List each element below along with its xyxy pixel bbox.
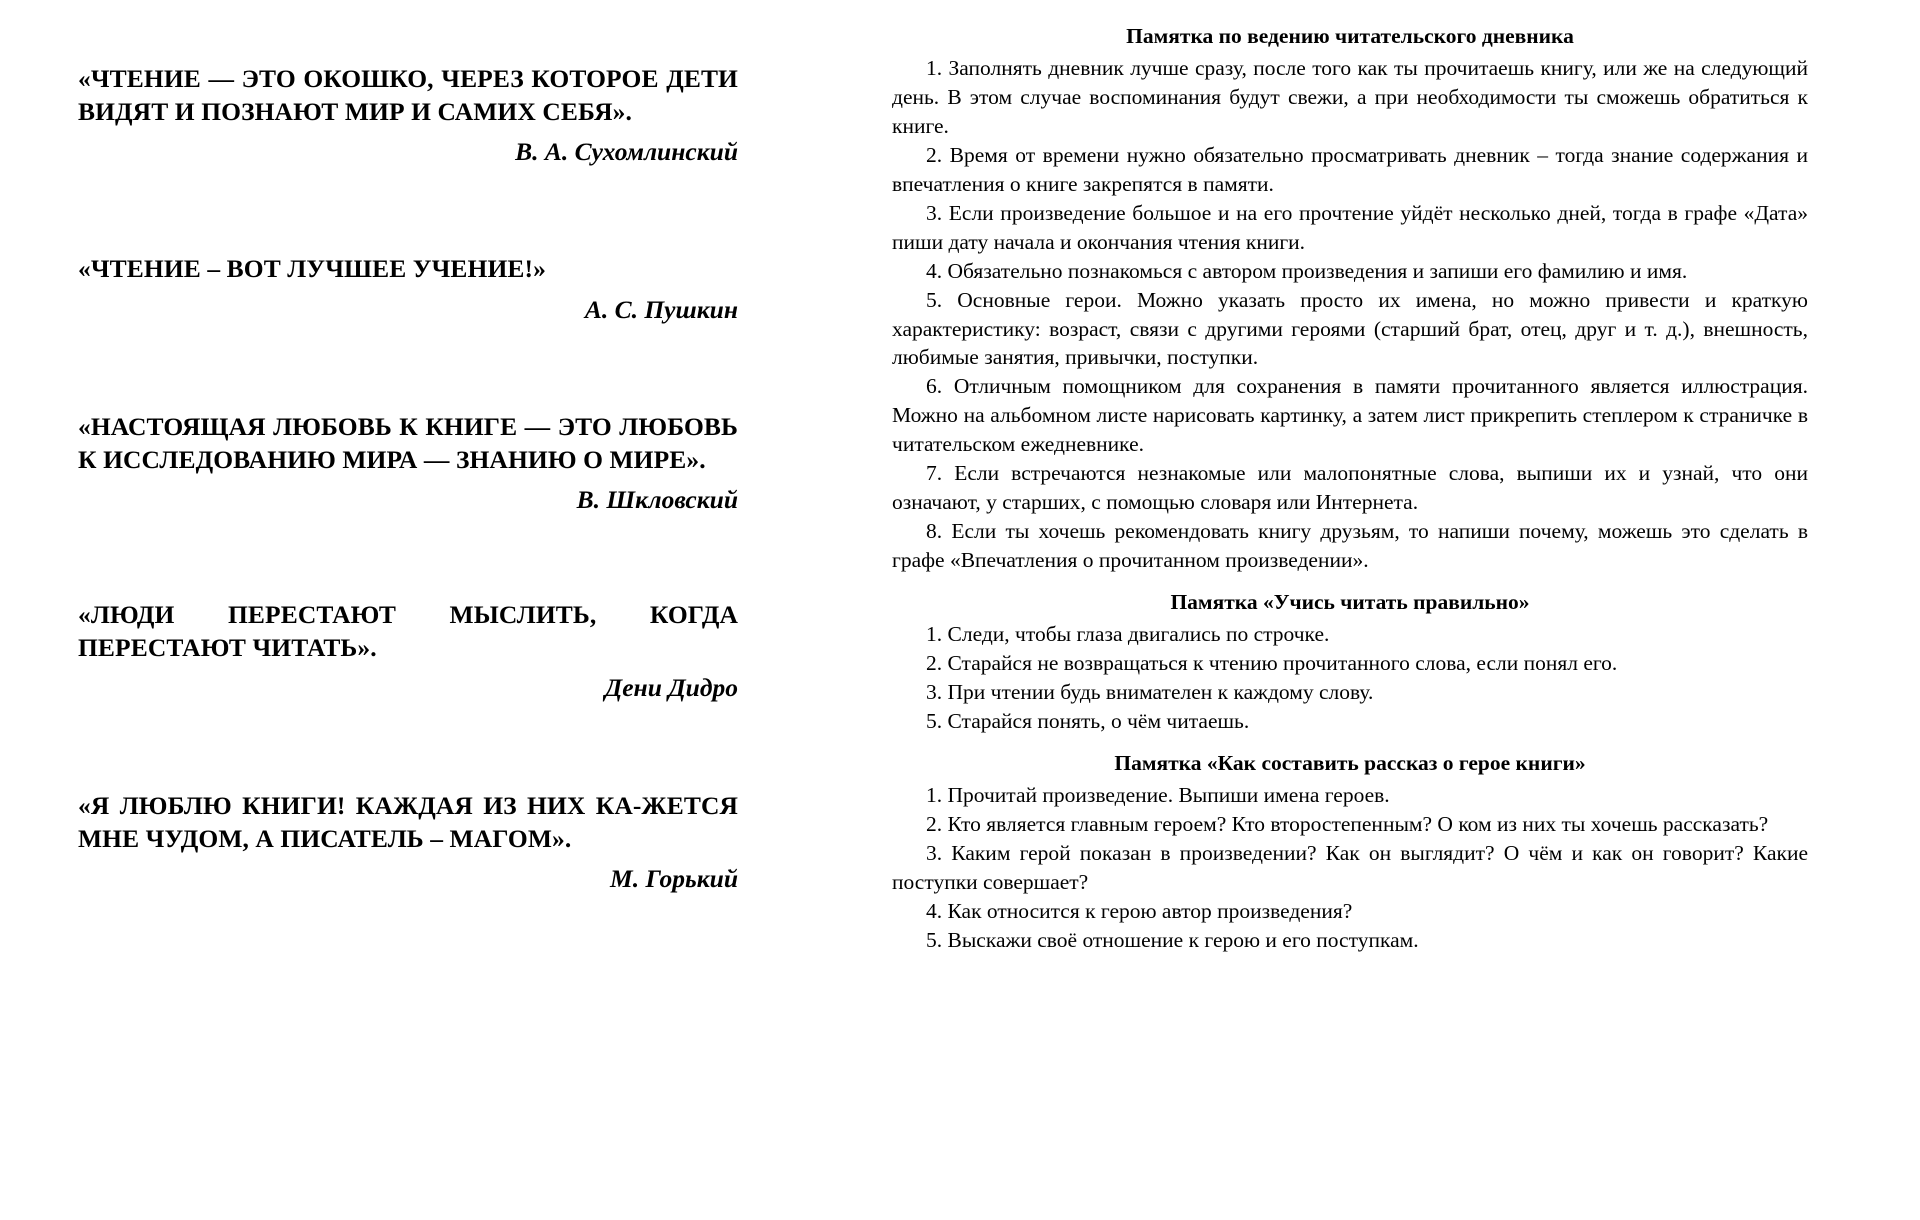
quotes-column [0, 0, 800, 1220]
quote-text: «ЛЮДИ ПЕРЕСТАЮТ МЫСЛИТЬ, КОГДА ПЕРЕСТАЮТ ЧИТАТЬ». [78, 600, 738, 663]
quote-author: Дени Дидро [604, 673, 738, 703]
quote-author: В. А. Сухомлинский [515, 137, 738, 167]
memo-item: 3. При чтении будь внимателен к каждому слову. [926, 679, 1374, 704]
memo-item: 5. Основные герои. Можно указать просто их имена, но можно привести и краткую характеристику: возраст, связи с другими героями (старший брат, отец, друг и т. д.), внешность, любимые занятия, привычки, поступки. [892, 287, 1808, 370]
memo-item: 4. Обязательно познакомься с автором произведения и запиши его фамилию и имя. [926, 258, 1688, 283]
memo-item: 5. Выскажи своё отношение к герою и его поступкам. [926, 927, 1419, 952]
memo-heading-hero-story: Памятка «Как составить рассказ о герое книги» [1114, 750, 1586, 775]
quote-block [78, 252, 738, 325]
memo-item: 7. Если встречаются незнакомые или малопонятные слова, выпиши их и узнай, что они означают, у старших, с помощью словаря или Интернета. [892, 461, 1808, 514]
quote-text: «ЧТЕНИЕ — ЭТО ОКОШКО, ЧЕРЕЗ КОТОРОЕ ДЕТИ ВИДЯТ И ПОЗНАЮТ МИР И САМИХ СЕБЯ». [78, 64, 738, 127]
memo-item: 5. Старайся понять, о чём читаешь. [926, 708, 1250, 733]
quote-text: «Я ЛЮБЛЮ КНИГИ! КАЖДАЯ ИЗ НИХ КА-ЖЕТСЯ МНЕ ЧУДОМ, А ПИСАТЕЛЬ – МАГОМ». [78, 790, 738, 853]
quote-author: А. С. Пушкин [584, 294, 738, 324]
memo-item: 1. Следи, чтобы глаза двигались по строчке. [926, 622, 1330, 647]
quote-block [78, 789, 738, 895]
memo-item: 2. Старайся не возвращаться к чтению прочитанного слова, если понял его. [926, 650, 1618, 675]
memo-item: 1. Прочитай произведение. Выпиши имена героев. [926, 783, 1390, 808]
memo-item: 3. Если произведение большое и на его прочтение уйдёт несколько дней, тогда в графе «Дата» пиши дату начала и окончания чтения книги. [892, 200, 1808, 254]
memo-item: 6. Отличным помощником для сохранения в памяти прочитанного является иллюстрация. Можно на альбомном листе нарисовать картинку, а затем лист прикрепить степлером к страничке в читательском ежедневнике. [892, 374, 1808, 457]
memo-item: 1. Заполнять дневник лучше сразу, после того как ты прочитаешь книгу, или же на следующий день. В этом случае воспоминания будут свежи, а при необходимости ты сможешь обратиться к книге. [892, 56, 1808, 139]
quote-author: В. Шкловский [576, 484, 738, 514]
quote-block [78, 410, 738, 516]
memo-item: 2. Кто является главным героем? Кто второстепенным? О ком из них ты хочешь рассказать? [926, 811, 1769, 836]
memo-heading-diary: Памятка по ведению читательского дневника [1126, 24, 1574, 48]
memo-item: 4. Как относится к герою автор произведения? [926, 898, 1353, 923]
quote-text: «ЧТЕНИЕ – ВОТ ЛУЧШЕЕ УЧЕНИЕ!» [78, 254, 546, 284]
quote-block [78, 62, 738, 168]
spacer [78, 731, 738, 789]
memo-item: 8. Если ты хочешь рекомендовать книгу друзьям, то напиши почему, можешь это сделать в графе «Впечатления о прочитанном произведении». [892, 518, 1808, 572]
quote-text: «НАСТОЯЩАЯ ЛЮБОВЬ К КНИГЕ — ЭТО ЛЮБОВЬ К ИССЛЕДОВАНИЮ МИРА — ЗНАНИЮ О МИРЕ». [78, 411, 738, 474]
memo-heading-read-correctly: Памятка «Учись читать правильно» [1170, 589, 1530, 614]
memo-item: 3. Каким герой показан в произведении? Как он выглядит? О чём и как он говорит? Какие поступки совершает? [892, 840, 1808, 894]
spacer [78, 542, 738, 598]
spacer [78, 194, 738, 252]
quote-author: М. Горький [610, 863, 738, 893]
quote-block [78, 598, 738, 704]
spacer [78, 352, 738, 410]
memo-item: 2. Время от времени нужно обязательно просматривать дневник – тогда знание содержания и впечатления о книге закрепятся в памяти. [892, 143, 1808, 196]
memo-column [800, 0, 1920, 1220]
